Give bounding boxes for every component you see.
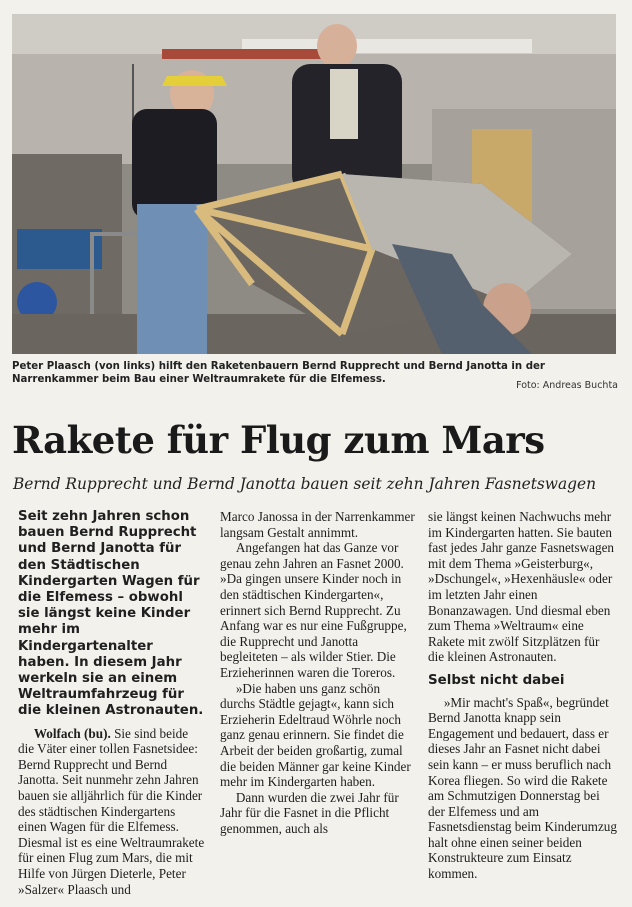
column-3 (428, 509, 618, 882)
column-1 (18, 509, 206, 897)
photo-caption: Peter Plaasch (von links) hilft den Raketenbauern Bernd Rupprecht und Bernd Janotta in der Narrenkammer beim Bau einer Weltraumrakete für die Elfemess. (12, 361, 545, 385)
column-2 (220, 509, 416, 836)
headline: Rakete für Flug zum Mars (12, 418, 545, 462)
dateline: Wolfach (bu). (33, 725, 111, 741)
article-photo (12, 14, 616, 354)
subheadline: Bernd Rupprecht und Bernd Janotta bauen seit zehn Jahren Fasnetswagen (13, 475, 597, 493)
body-paragraph: »Die haben uns ganz schön durchs Städtle gejagt«, kann sich Erzieherin Edeltraud Wöhrle noch ganz genau erinnern. Sie findet die Arbeit der beiden großartig, zumal die beiden Männer gar keine Kinder mehr im Kindergarten haben. (220, 680, 411, 790)
paragraph-text: Sie sind beide die Väter einer tollen Fasnetsidee: Bernd Rupprecht und Bernd Janotta. Seit nunmehr zehn Jahren bauen sie alljährlich für die Kinder des städtischen Kindergartens einen Wagen für die Elfemess. Diesmal ist es eine Weltraumrakete für einen Flug zum Mars, die mit Hilfe von Jürgen Dieterle, Peter »Salzer« Plaasch und (18, 725, 205, 897)
body-paragraph: »Mir macht's Spaß«, begründet Bernd Janotta knapp sein Engagement und bedauert, dass er dieses Jahr an Fasnet nicht dabei sein kann – er muss beruflich nach Korea fliegen. So wird die Rakete am Schmutzigen Donnerstag bei der Elfemess und am Fasnetsdienstag beim Kinderumzug halt ohne einen seiner beiden Konstrukteure zum Einsatz kommen. (428, 694, 617, 882)
section-heading: Selbst nicht dabei (428, 672, 565, 688)
body-paragraph (18, 726, 206, 898)
body-paragraph: Angefangen hat das Ganze vor genau zehn Jahren an Fasnet 2000. »Da gingen unsere Kinder noch in den städtischen Kindergarten«, erinnert sich Bernd Rupprecht. Zu Anfang war es nur eine Fußgruppe, die Rupprecht und Janotta begleiteten – als wilder Stier. Die Erzieherinnen waren die Toreros. (220, 540, 407, 680)
workshop-photo-illustration (12, 14, 616, 354)
body-paragraph: Dann wurden die zwei Jahr für Jahr für die Fasnet in die Pflicht genommen, auch als (220, 789, 399, 836)
body-paragraph: sie längst keinen Nachwuchs mehr im Kindergarten hatten. Sie bauten fast jedes Jahr ganze Fasnetswagen mit dem Thema »Geisterburg«, »Dschungel«, »Hexenhäusle« oder im letzten Jahr einen Bonanzawagen. Und diesmal eben zum Thema »Weltraum« eine Rakete mit zwölf Sitzplätzen für die kleinen Astronauten. (428, 509, 615, 665)
body-paragraph: Marco Janossa in der Narrenkammer langsam Gestalt annimmt. (220, 509, 415, 540)
photo-credit: Foto: Andreas Buchta (516, 380, 618, 391)
lead-paragraph: Seit zehn Jahren schon bauen Bernd Rupprecht und Bernd Janotta für den Städtischen Kindergarten Wagen für die Elfemess – obwohl sie längst keine Kinder mehr im Kindergartenalter haben. In diesem Jahr werkeln sie an einem Weltraumfahrzeug für die kleinen Astronauten. (18, 509, 204, 719)
